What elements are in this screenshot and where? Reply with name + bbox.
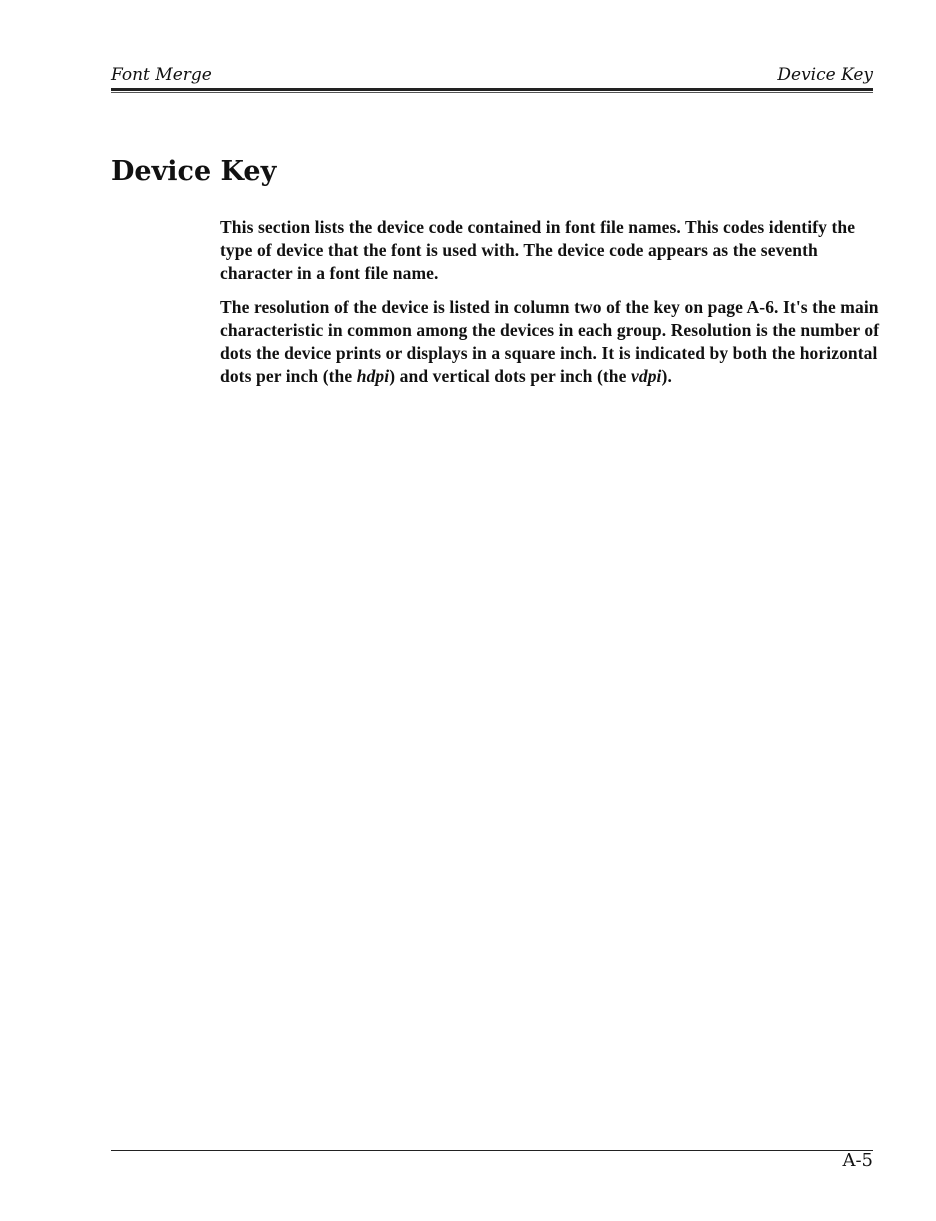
body-text	[220, 216, 880, 398]
page-number: A-5	[842, 1150, 873, 1171]
paragraph-1: This section lists the device code contained in font file names. This codes identify the type of device that the font is used with. The device code appears as the seventh character in a font file name.	[220, 217, 856, 284]
header-left-title: Font Merge	[111, 65, 212, 85]
running-header	[111, 64, 873, 86]
vdpi-term: vdpi	[630, 366, 662, 387]
section-title: Device Key	[111, 156, 277, 187]
paragraph-2	[220, 296, 880, 389]
footer-rule	[111, 1150, 873, 1151]
paragraph-2-text-b: ) and vertical dots per inch (the	[389, 366, 631, 387]
header-rule	[111, 88, 873, 93]
header-right-title: Device Key	[777, 65, 873, 85]
paragraph-2-text-a: The resolution of the device is listed in column two of the key on page A-6. It's the main characteristic in common among the devices in each group. Resolution is the number of dots the device prints or displays in a square inch. It is indicated by both the horizontal dots per inch (the	[220, 296, 880, 387]
paragraph-2-text-c: ).	[661, 366, 672, 387]
hdpi-term: hdpi	[356, 366, 390, 387]
